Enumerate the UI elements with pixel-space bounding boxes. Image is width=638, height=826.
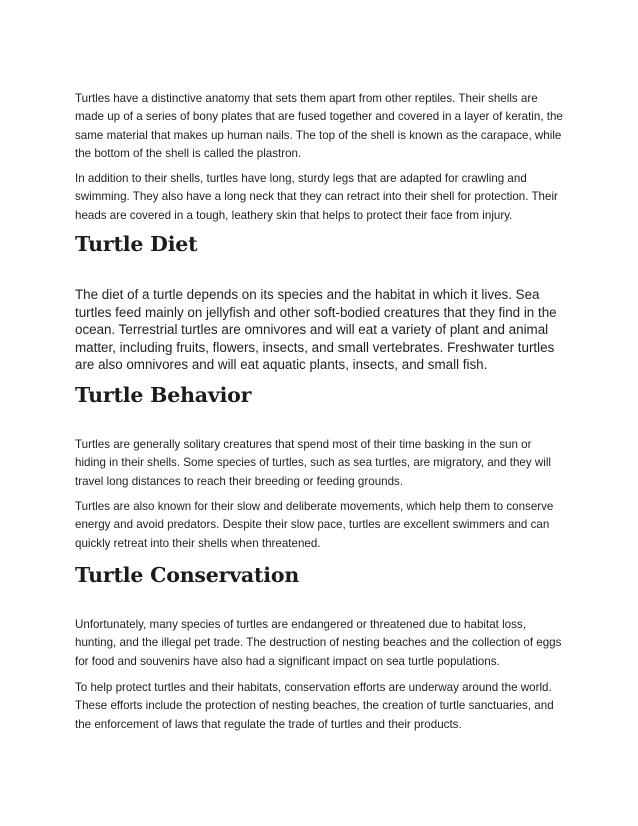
behavior-paragraph-1: Turtles are generally solitary creatures that spend most of their time basking in the sun or hiding in their shells. Some species of turtles, such as sea turtles, are migratory, and they will travel long distances to reach their breeding or feeding grounds. (75, 438, 551, 488)
conservation-paragraph-1: Unfortunately, many species of turtles are endangered or threatened due to habitat loss, hunting, and the illegal pet trade. The destruction of nesting beaches and the collection of eggs for food and souvenirs have also had a significant impact on sea turtle populations. (75, 618, 562, 668)
diet-paragraph: The diet of a turtle depends on its species and the habitat in which it lives. Sea turtles feed mainly on jellyfish and other soft-bodied creatures that they find in the ocean. Terrestrial turtles are omnivores and will eat a variety of plant and animal matter, including fruits, flowers, insects, and small vertebrates. Freshwater turtles are also omnivores and will eat aquatic plants, insects, and small fish. (75, 287, 557, 372)
heading-turtle-diet: Turtle Diet (75, 232, 198, 256)
anatomy-paragraph-2: In addition to their shells, turtles have long, sturdy legs that are adapted for crawling and swimming. They also have a long neck that they can retract into their shell for protection. Their heads are covered in a tough, leathery skin that helps to protect their face from injury. (75, 172, 558, 222)
heading-turtle-conservation: Turtle Conservation (75, 563, 300, 587)
conservation-paragraph-2: To help protect turtles and their habitats, conservation efforts are underway around the world. These efforts include the protection of nesting beaches, the creation of turtle sanctuaries, and the enforcement of laws that regulate the trade of turtles and their products. (75, 681, 554, 731)
behavior-paragraph-2: Turtles are also known for their slow and deliberate movements, which help them to conserve energy and avoid predators. Despite their slow pace, turtles are excellent swimmers and can quickly retreat into their shells when threatened. (75, 500, 554, 550)
anatomy-paragraph-1: Turtles have a distinctive anatomy that sets them apart from other reptiles. Their shells are made up of a series of bony plates that are fused together and covered in a layer of keratin, the same material that makes up human nails. The top of the shell is known as the carapace, while the bottom of the shell is called the plastron. (75, 92, 563, 160)
heading-turtle-behavior: Turtle Behavior (75, 383, 252, 407)
